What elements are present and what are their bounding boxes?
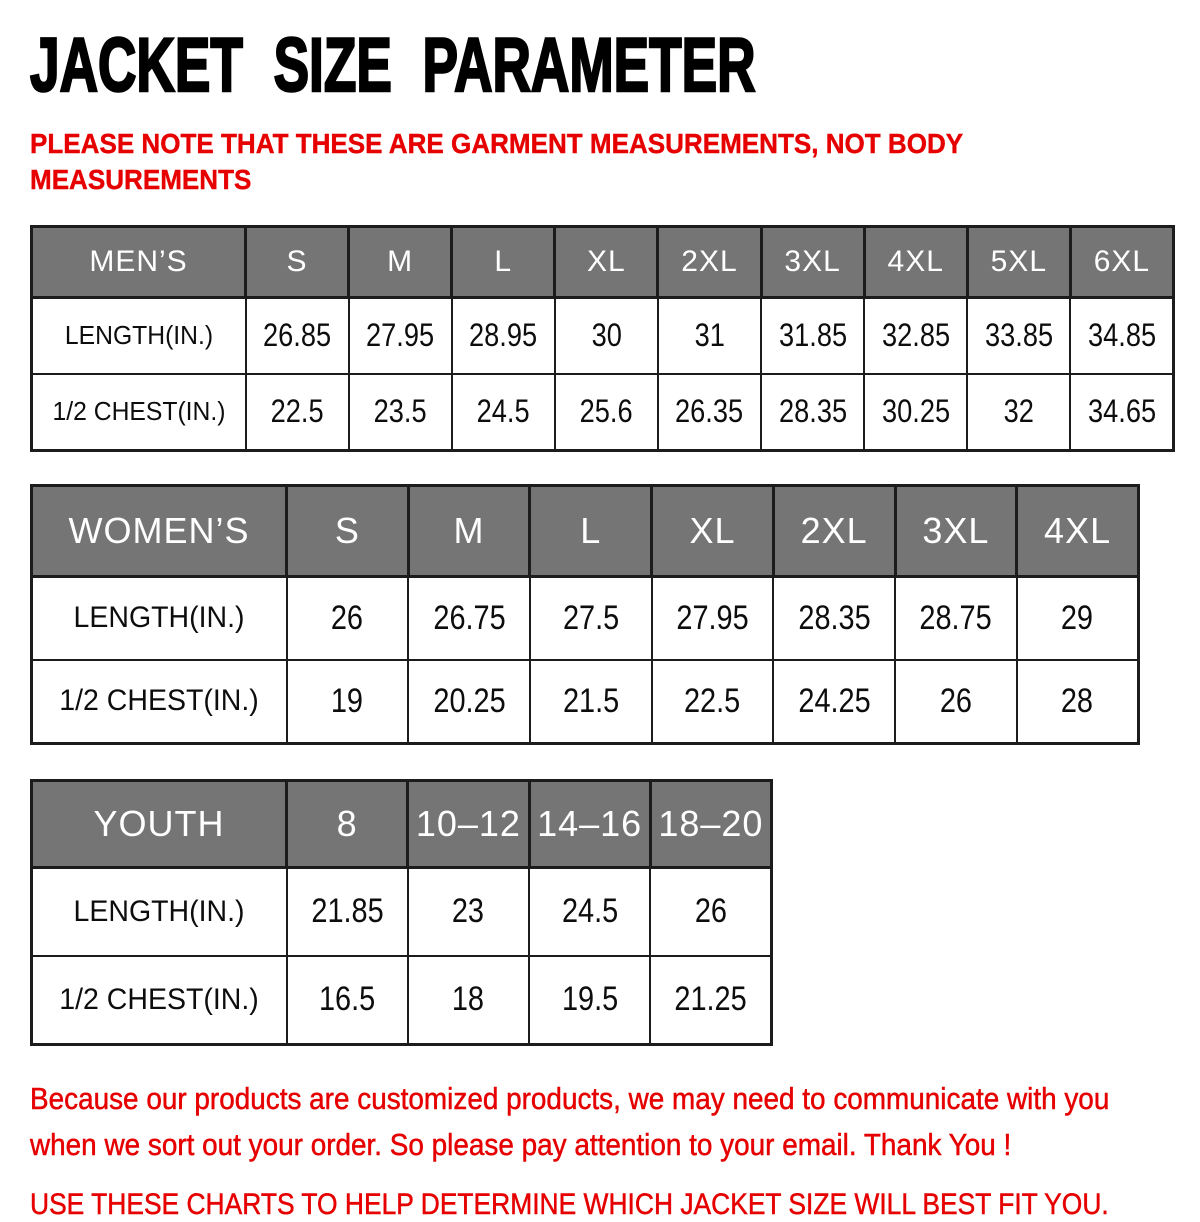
measurement-value-cell [773, 576, 895, 660]
measurement-value-cell [408, 867, 529, 956]
measurement-value-cell [349, 374, 452, 451]
measurement-value: 27.95 [676, 598, 749, 637]
measurement-value: 32.85 [881, 317, 950, 354]
measurement-row [32, 374, 1174, 451]
size-column-header: 4XL [864, 226, 967, 297]
measurement-value: 31.85 [778, 317, 847, 354]
measurement-value: 30.25 [881, 393, 950, 430]
measurement-label: 1/2 CHEST(IN.) [52, 396, 226, 427]
measurement-value: 21.25 [674, 980, 747, 1019]
measurement-value-cell [287, 867, 408, 956]
measurement-value-cell [287, 660, 409, 744]
size-column-header: 10–12 [408, 780, 529, 867]
measurement-value: 34.85 [1087, 317, 1156, 354]
measurement-value: 19 [331, 681, 364, 720]
measurement-value: 19.5 [561, 980, 618, 1019]
youth-group-label: YOUTH [32, 780, 287, 867]
measurement-label: LENGTH(IN.) [73, 894, 245, 928]
mens-group-label: MEN’S [32, 226, 246, 297]
size-column-header: 14–16 [529, 780, 650, 867]
customization-notice [30, 1076, 1200, 1168]
measurement-value-cell [529, 867, 650, 956]
measurement-value-cell [864, 374, 967, 451]
measurement-value-cell [246, 374, 349, 451]
measurement-value: 30 [591, 317, 622, 354]
note-line-2: MEASUREMENTS [30, 164, 252, 196]
measurement-value: 25.6 [579, 393, 633, 430]
header-row [32, 485, 1139, 576]
size-column-header: 8 [287, 780, 408, 867]
size-column-header: XL [652, 485, 774, 576]
measurement-label: 1/2 CHEST(IN.) [59, 982, 260, 1016]
measurement-label: LENGTH(IN.) [64, 320, 213, 351]
measurement-value-cell [530, 660, 652, 744]
measurement-value-cell [408, 956, 529, 1045]
measurement-value-cell [529, 956, 650, 1045]
measurement-value-cell [408, 576, 530, 660]
measurement-value: 24.5 [476, 393, 530, 430]
header-row [32, 226, 1174, 297]
size-column-header: M [408, 485, 530, 576]
measurement-value: 27.5 [562, 598, 619, 637]
measurement-value-cell [1070, 374, 1173, 451]
measurement-value: 26 [939, 681, 972, 720]
size-column-header: XL [555, 226, 658, 297]
measurement-value: 28.75 [919, 598, 993, 637]
measurement-row [32, 956, 772, 1045]
womens-size-table [30, 484, 1140, 745]
youth-size-table [30, 779, 773, 1046]
measurement-value: 18 [452, 980, 485, 1019]
measurement-value-cell [650, 867, 771, 956]
measurement-value: 26.85 [263, 317, 332, 354]
size-tables-container [30, 225, 1200, 1046]
measurement-row [32, 297, 1174, 374]
measurement-value: 34.65 [1087, 393, 1156, 430]
measurement-row [32, 660, 1139, 744]
measurement-value-cell [967, 374, 1070, 451]
measurement-value: 33.85 [984, 317, 1053, 354]
measurement-value: 22.5 [684, 681, 741, 720]
measurement-value: 23.5 [373, 393, 427, 430]
page-title: JACKET SIZE PARAMETER [30, 23, 756, 108]
measurement-value: 32 [1003, 393, 1034, 430]
measurement-value: 28.35 [797, 598, 871, 637]
measurement-row [32, 576, 1139, 660]
measurement-value: 31 [694, 317, 725, 354]
measurement-label-cell [32, 576, 287, 660]
size-column-header: 6XL [1070, 226, 1173, 297]
measurement-value-cell [864, 297, 967, 374]
measurement-row [32, 867, 772, 956]
measurement-value: 26 [694, 892, 727, 931]
size-column-header: 5XL [967, 226, 1070, 297]
customization-notice-line-1: Because our products are customized products, we may need to communicate with you [30, 1080, 1110, 1116]
size-column-header: S [287, 485, 409, 576]
measurement-value-cell [658, 374, 761, 451]
measurement-value-cell [530, 576, 652, 660]
womens-group-label: WOMEN’S [32, 485, 287, 576]
garment-measurement-note [30, 126, 1200, 199]
measurement-value: 24.25 [797, 681, 871, 720]
size-column-header: L [452, 226, 555, 297]
size-column-header: S [246, 226, 349, 297]
size-column-header: 2XL [773, 485, 895, 576]
measurement-value-cell [246, 297, 349, 374]
measurement-value-cell [555, 297, 658, 374]
measurement-value-cell [1017, 576, 1139, 660]
measurement-value-cell [1070, 297, 1173, 374]
measurement-value-cell [287, 956, 408, 1045]
size-column-header: L [530, 485, 652, 576]
measurement-value-cell [349, 297, 452, 374]
measurement-value: 28.95 [469, 317, 538, 354]
measurement-label-cell [32, 374, 246, 451]
chart-usage-line: USE THESE CHARTS TO HELP DETERMINE WHICH JACKET SIZE WILL BEST FIT YOU. [30, 1187, 1109, 1221]
measurement-value-cell [761, 297, 864, 374]
customization-notice-line-2: when we sort out your order. So please pay attention to your email. Thank You ! [30, 1126, 1012, 1162]
measurement-value-cell [652, 660, 774, 744]
measurement-label: LENGTH(IN.) [73, 601, 245, 635]
measurement-value: 22.5 [270, 393, 324, 430]
size-column-header: 18–20 [650, 780, 771, 867]
measurement-value-cell [452, 374, 555, 451]
measurement-value: 20.25 [432, 681, 506, 720]
measurement-label-cell [32, 660, 287, 744]
measurement-value-cell [452, 297, 555, 374]
measurement-value: 24.5 [561, 892, 618, 931]
size-column-header: M [349, 226, 452, 297]
measurement-value-cell [287, 576, 409, 660]
measurement-value: 26 [331, 598, 364, 637]
measurement-value-cell [967, 297, 1070, 374]
measurement-value-cell [761, 374, 864, 451]
measurement-value: 28.35 [778, 393, 847, 430]
size-column-header: 4XL [1017, 485, 1139, 576]
measurement-label-cell [32, 956, 287, 1045]
measurement-value: 21.85 [310, 892, 384, 931]
measurement-value-cell [408, 660, 530, 744]
measurement-value-cell [555, 374, 658, 451]
size-column-header: 3XL [761, 226, 864, 297]
measurement-value: 29 [1061, 598, 1094, 637]
measurement-label: 1/2 CHEST(IN.) [59, 684, 260, 718]
measurement-label-cell [32, 867, 287, 956]
measurement-value-cell [895, 576, 1017, 660]
chart-usage-note [30, 1188, 1200, 1222]
measurement-value: 23 [452, 892, 485, 931]
measurement-value-cell [652, 576, 774, 660]
header-row [32, 780, 772, 867]
measurement-value-cell [658, 297, 761, 374]
measurement-value-cell [773, 660, 895, 744]
measurement-value: 26.75 [432, 598, 506, 637]
measurement-label-cell [32, 297, 246, 374]
measurement-value: 16.5 [318, 980, 376, 1019]
mens-size-table [30, 225, 1175, 452]
measurement-value: 27.95 [366, 317, 435, 354]
size-column-header: 2XL [658, 226, 761, 297]
note-line-1: PLEASE NOTE THAT THESE ARE GARMENT MEASUREMENTS, NOT BODY [30, 128, 964, 159]
measurement-value: 28 [1061, 681, 1094, 720]
measurement-value-cell [1017, 660, 1139, 744]
measurement-value-cell [895, 660, 1017, 744]
size-column-header: 3XL [895, 485, 1017, 576]
measurement-value-cell [650, 956, 771, 1045]
measurement-value: 26.35 [675, 393, 744, 430]
measurement-value: 21.5 [562, 681, 619, 720]
